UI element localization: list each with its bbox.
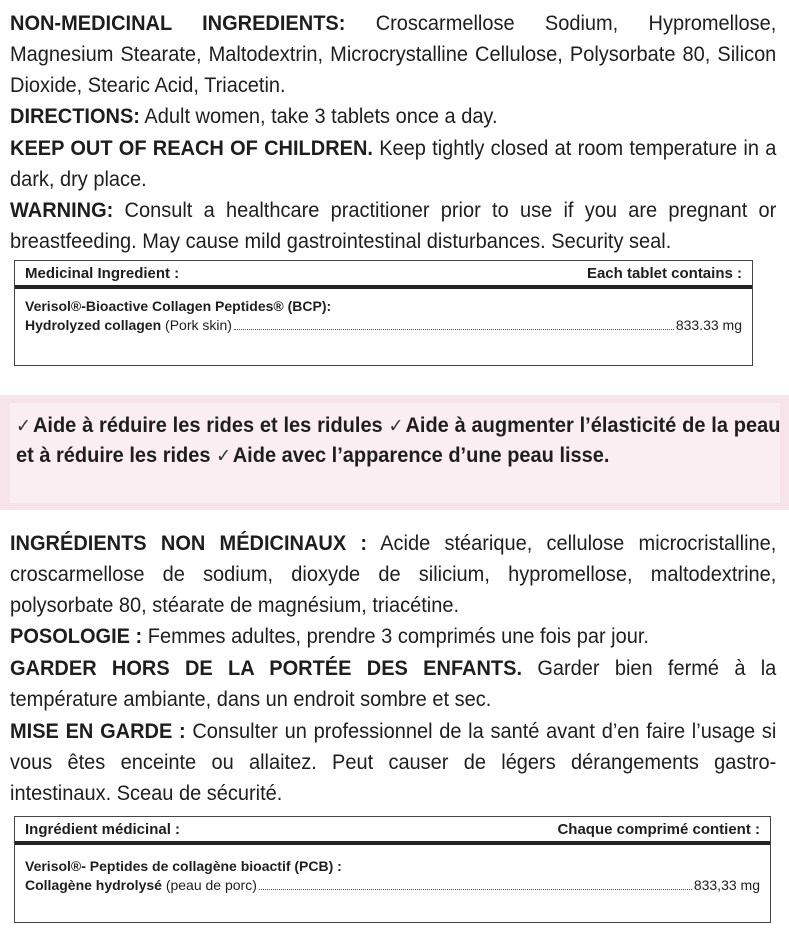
- fr-amount: 833,33 mg: [693, 877, 760, 893]
- fr-posologie-label: POSOLOGIE :: [10, 624, 143, 648]
- en-keep-label: KEEP OUT OF REACH OF CHILDREN.: [10, 136, 373, 160]
- fr-medicinal-ingredient-table: [14, 816, 771, 923]
- fr-component-source: (peau de porc): [161, 877, 257, 893]
- en-medicinal-ingredient-table: [14, 260, 753, 366]
- en-warning-text: Consult a healthcare practitioner prior to use if you are pregnant or breastfeeding. May cause mild gastrointestinal disturbances. Security seal.: [10, 198, 777, 253]
- en-ingredient-name: Verisol®-Bioactive Collagen Peptides® (BCP):: [25, 298, 332, 314]
- fr-mise-en-garde: [10, 716, 776, 809]
- en-table-left-header: Medicinal Ingredient :: [25, 265, 180, 282]
- en-non-medicinal-ingredients: [10, 8, 776, 101]
- en-table-header: [15, 261, 752, 289]
- dot-leader: [234, 329, 674, 330]
- claim-1: Aide à réduire les rides et les ridules: [32, 413, 383, 437]
- en-warning-label: WARNING:: [10, 198, 114, 222]
- en-keep-out-of-reach: [10, 133, 776, 195]
- claim-3: Aide avec l’apparence d’une peau lisse.: [232, 443, 610, 467]
- fr-ingredient-row: [25, 876, 760, 895]
- en-component-source: (Pork skin): [161, 317, 232, 333]
- en-directions-label: DIRECTIONS:: [10, 104, 140, 128]
- fr-posologie-text: Femmes adultes, prendre 3 comprimés une fois par jour.: [142, 624, 649, 648]
- fr-non-medicinal-text: Acide stéarique, cellulose microcristalline, croscarmellose de sodium, dioxyde de silicium, hypromellose, maltodextrine, polysorbate 80, stéarate de magnésium, triacétine.: [10, 531, 777, 617]
- en-keep-text: Keep tightly closed at room temperature in a dark, dry place.: [10, 136, 777, 191]
- fr-component-name: Collagène hydrolysé: [25, 877, 162, 893]
- en-non-medicinal-text: Croscarmellose Sodium, Hypromellose, Magnesium Stearate, Maltodextrin, Microcrystalline Cellulose, Polysorbate 80, Silicon Dioxide, Stearic Acid, Triacetin.: [10, 11, 777, 97]
- en-warning: [10, 195, 776, 257]
- fr-non-medicinal-ingredients: [10, 528, 776, 621]
- en-non-medicinal-label: NON-MEDICINAL INGREDIENTS:: [10, 11, 346, 35]
- en-amount: 833.33 mg: [675, 317, 742, 333]
- fr-garder-label: GARDER HORS DE LA PORTÉE DES ENFANTS.: [10, 656, 523, 680]
- en-ingredient-row: [25, 316, 742, 335]
- en-directions-text: Adult women, take 3 tablets once a day.: [139, 104, 498, 128]
- en-directions: [10, 101, 776, 132]
- fr-non-medicinal-label: INGRÉDIENTS NON MÉDICINAUX :: [10, 531, 368, 555]
- claim-2: Aide à augmenter l’élasticité de la peau et à réduire les rides: [16, 413, 781, 467]
- claims-text: [16, 411, 780, 471]
- fr-mise-text: Consulter un professionnel de la santé avant d’en faire l’usage si vous êtes enceinte ou allaitez. Peut causer de légers dérangements gastro-intestinaux. Sceau de sécurité.: [10, 719, 777, 805]
- fr-table-right-header: Chaque comprimé contient :: [557, 821, 760, 838]
- fr-table-header: [15, 817, 770, 845]
- fr-garder-text: Garder bien fermé à la température ambiante, dans un endroit sombre et sec.: [10, 656, 777, 711]
- check-icon: ✓: [16, 416, 32, 437]
- check-icon: ✓: [216, 446, 231, 467]
- fr-garder-hors-de-portee: [10, 653, 776, 715]
- dot-leader: [259, 889, 692, 890]
- en-component-name: Hydrolyzed collagen: [25, 317, 162, 333]
- fr-ingredient-name: Verisol®- Peptides de collagène bioactif (PCB) :: [25, 858, 342, 874]
- en-table-right-header: Each tablet contains :: [586, 265, 742, 282]
- fr-table-left-header: Ingrédient médicinal :: [25, 821, 181, 838]
- fr-mise-label: MISE EN GARDE :: [10, 719, 186, 743]
- fr-posologie: [10, 621, 776, 652]
- check-icon: ✓: [388, 416, 404, 437]
